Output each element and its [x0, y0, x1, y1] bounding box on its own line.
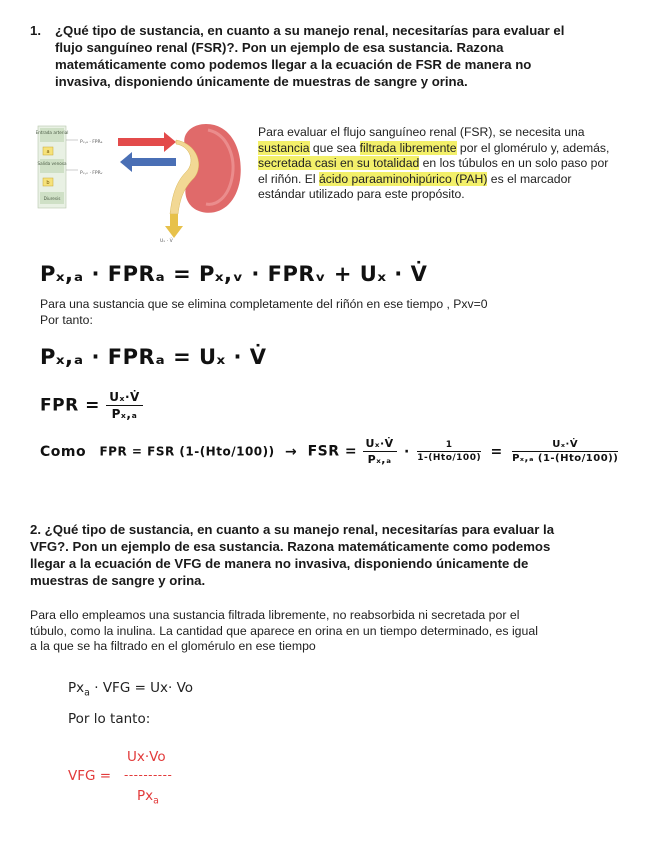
highlight-text: secretada casi en su totalidad — [258, 156, 420, 171]
answer-2-paragraph — [30, 608, 640, 655]
highlight-text: filtrada libremente — [359, 140, 457, 155]
equation-subscript: a — [153, 795, 159, 807]
note-por-tanto: Por tanto: — [40, 313, 93, 327]
equation-term: · VFG = Ux· Vo — [94, 680, 194, 696]
question-1-line: ¿Qué tipo de sustancia, en cuanto a su manejo renal, necesitarías para evaluar el — [55, 23, 565, 38]
fraction — [417, 440, 481, 463]
answer-text: en los túbulos en un solo paso por el riñón. El — [258, 156, 609, 186]
question-2-line: 2. ¿Qué tipo de sustancia, en cuanto a su manejo renal, necesitarías para evaluar la — [30, 522, 555, 537]
answer-2-line: túbulo, como la inulina. La cantidad que aparece en orina en un tiempo determinado, es igual — [30, 623, 538, 638]
equals-operator: = — [490, 443, 503, 460]
equation-fpr — [40, 390, 143, 421]
fraction-denominator: Pₓ,ₐ — [367, 453, 392, 466]
question-1-line: invasiva, disponiendo únicamente de muestras de sangre y orina. — [55, 74, 468, 89]
question-2-line: VFG?. Pon un ejemplo de esa sustancia. Razona matemáticamente como podemos — [30, 539, 551, 554]
arterial-values: Pₓ,ₐ · FPRₐ — [80, 140, 103, 145]
question-2-line: llegar a la ecuación de VFG de manera no invasiva, disponiendo únicamente de — [30, 556, 529, 571]
fraction-denominator: Pₓ,ₐ (1-(Hto/100)) — [512, 453, 619, 464]
urine-values: Uₓ · V̇ — [160, 239, 173, 243]
fraction — [363, 437, 397, 466]
equation-subscript: a — [84, 687, 90, 699]
answer-1-paragraph — [258, 125, 620, 203]
question-2 — [30, 521, 640, 589]
equation-vfg-balance — [68, 680, 193, 699]
answer-2-line: Para ello empleamos una sustancia filtrada libremente, no reabsorbida ni secretada por el — [30, 608, 520, 622]
fraction-numerator: 1 — [417, 440, 481, 452]
equation-fpr-lhs: FPR = — [40, 395, 100, 416]
fraction — [106, 390, 143, 421]
answer-text: por el glomérulo y, además, — [456, 140, 610, 155]
equation-part: FPR = FSR (1-(Hto/100)) — [99, 444, 275, 459]
answer-text: que sea — [309, 140, 360, 155]
answer-text: Para evaluar el flujo sanguíneo renal (FSR), se necesita una — [258, 125, 585, 139]
urine-arrow — [170, 214, 178, 228]
question-2-line: muestras de sangre y orina. — [30, 573, 206, 588]
label-arterial: Entrada arterial — [36, 130, 69, 135]
equation-term: Px — [137, 788, 154, 804]
equation-lead: Como — [40, 443, 87, 460]
vein-arrow — [120, 152, 176, 172]
fraction-denominator: Pₓ,ₐ — [111, 407, 138, 421]
fraction — [512, 439, 618, 464]
label-box-a: a — [46, 149, 50, 155]
equation-vfg-denominator — [137, 788, 159, 807]
equation-vfg-fraction-bar: ---------- — [124, 768, 173, 782]
kidney-diagram — [36, 118, 246, 243]
label-box-b: b — [46, 180, 50, 186]
equation-term: Px — [68, 680, 85, 696]
label-diuresis: Diuresis — [43, 196, 61, 201]
kidney-figure — [36, 118, 246, 243]
arrow-icon: → — [284, 443, 298, 460]
fraction-numerator: Uₓ·V̇ — [363, 437, 397, 452]
note-por-lo-tanto: Por lo tanto: — [68, 711, 151, 727]
answer-2-line: a la que se ha filtrado en el glomérulo en ese tiempo — [30, 639, 316, 654]
equation-fsr — [40, 437, 618, 466]
equation-mass-balance: Pₓ,ₐ · FPRₐ = Pₓ,ᵥ · FPRᵥ + Uₓ · V̇ — [40, 262, 428, 286]
highlight-text: sustancia — [258, 140, 310, 155]
venous-values: Pₓ,ᵥ · FPRᵥ — [80, 171, 103, 176]
highlight-text: ácido paraaminohipúrico (PAH) — [318, 171, 488, 186]
equation-part: FSR = — [307, 443, 358, 460]
artery-arrow — [118, 132, 176, 152]
fraction-numerator: Uₓ·V̇ — [106, 390, 143, 406]
question-1-line: matemáticamente como podemos llegar a la ecuación de FSR de manera no — [55, 57, 532, 72]
equation-vfg-numerator: Ux·Vo — [127, 749, 166, 765]
question-1-number: 1. — [30, 23, 41, 38]
dot-operator: · — [404, 443, 410, 460]
answer-text: es el marcador estándar utilizado para este propósito. — [258, 171, 572, 202]
fraction-denominator: 1-(Hto/100) — [417, 453, 482, 463]
question-1-line: flujo sanguíneo renal (FSR)?. Pon un ejemplo de esa sustancia. Razona — [55, 40, 504, 55]
equation-simplified: Pₓ,ₐ · FPRₐ = Uₓ · V̇ — [40, 345, 267, 369]
question-1 — [30, 22, 630, 90]
equation-vfg-lhs: VFG = — [68, 768, 112, 784]
note-pxv-zero: Para una sustancia que se elimina completamente del riñón en ese tiempo , Pxv=0 — [40, 297, 488, 311]
fraction-numerator: Uₓ·V̇ — [512, 439, 618, 452]
label-venous: Salida venosa — [37, 161, 67, 166]
